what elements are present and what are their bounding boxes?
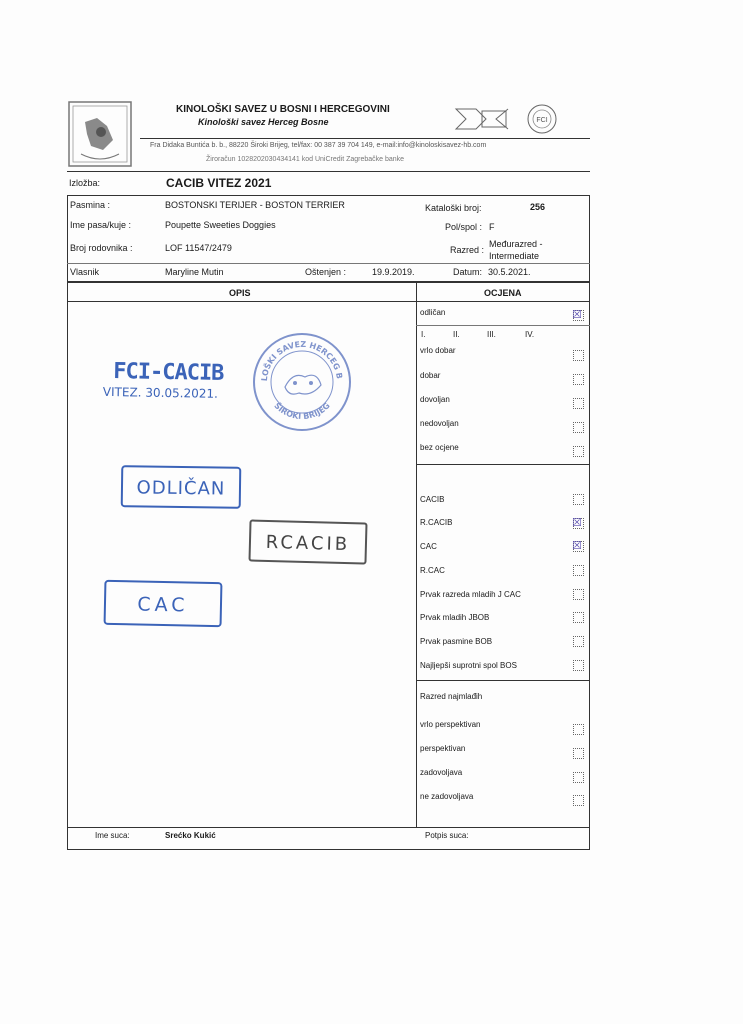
name-label: Ime pasa/kuje : bbox=[70, 220, 132, 230]
rcacib-stamp bbox=[248, 519, 367, 564]
place-3: III. bbox=[487, 330, 496, 339]
sex-value: F bbox=[489, 222, 495, 232]
bob-checkbox[interactable] bbox=[573, 636, 584, 647]
grade-dobar: dobar bbox=[420, 371, 441, 380]
fci-cacib-stamp-line1: FCI-CACIB bbox=[113, 359, 224, 386]
svg-text:FCI: FCI bbox=[536, 117, 548, 124]
place-2: II. bbox=[453, 330, 460, 339]
catalog-label: Kataloški broj: bbox=[425, 203, 482, 213]
owner-value: Maryline Mutin bbox=[165, 267, 224, 277]
bez-ocjene-checkbox[interactable] bbox=[573, 446, 584, 457]
vrlo-dobar-checkbox[interactable] bbox=[573, 350, 584, 361]
vrlo-perspektivan-checkbox[interactable] bbox=[573, 724, 584, 735]
address-line: Fra Didaka Buntića b. b., 88220 Široki Brijeg, tel/fax: 00 387 39 704 149, e-mail:info@kinoloskisavez-hb.com bbox=[150, 142, 487, 149]
places-rule bbox=[416, 325, 590, 326]
title-rcac: R.CAC bbox=[420, 566, 445, 575]
title-bob: Prvak pasmine BOB bbox=[420, 637, 493, 646]
owner-rule bbox=[67, 263, 590, 264]
title-cacib: CACIB bbox=[420, 495, 445, 504]
sex-label: Pol/spol : bbox=[445, 222, 483, 232]
owner-label: Vlasnik bbox=[70, 267, 100, 277]
section-header-rule bbox=[67, 301, 590, 302]
header-rule bbox=[140, 138, 590, 139]
perspektivan-checkbox[interactable] bbox=[573, 748, 584, 759]
dovoljan-checkbox[interactable] bbox=[573, 398, 584, 409]
judge-label: Ime suca: bbox=[95, 831, 130, 840]
catalog-value: 256 bbox=[530, 202, 546, 212]
youngest-vrlo-perspektivan: vrlo perspektivan bbox=[420, 720, 481, 729]
show-label: Izložba: bbox=[69, 178, 101, 188]
round-stamp-top-text: LOŠKI SAVEZ HERCEG B bbox=[259, 339, 344, 382]
ocjena-heading: OCJENA bbox=[484, 288, 522, 298]
born-label: Oštenjen : bbox=[305, 267, 347, 277]
nedovoljan-checkbox[interactable] bbox=[573, 422, 584, 433]
bos-checkbox[interactable] bbox=[573, 660, 584, 671]
title-cac: CAC bbox=[420, 542, 437, 551]
signature-label: Potpis suca: bbox=[425, 831, 469, 840]
youngest-header: Razred najmlađih bbox=[420, 692, 483, 701]
cac-stamp bbox=[104, 580, 223, 627]
fci-cacib-stamp bbox=[103, 359, 234, 411]
breed-label: Pasmina : bbox=[70, 200, 111, 210]
svg-text:ŠIROKI BRIJEG bbox=[272, 400, 331, 421]
odlican-stamp-text: ODLIČAN bbox=[136, 477, 226, 500]
place-1: I. bbox=[421, 330, 426, 339]
class-label: Razred : bbox=[450, 245, 485, 255]
footer-rule bbox=[67, 827, 590, 828]
org-subname: Kinološki savez Herceg Bosne bbox=[198, 117, 329, 127]
name-value: Poupette Sweeties Doggies bbox=[165, 220, 276, 230]
rcac-checkbox[interactable] bbox=[573, 565, 584, 576]
cac-check-mark: ☒ bbox=[572, 539, 582, 552]
judge-value: Srećko Kukić bbox=[165, 831, 216, 840]
place-4: IV. bbox=[525, 330, 535, 339]
pedigree-label: Broj rodovnika : bbox=[70, 243, 133, 253]
jcac-checkbox[interactable] bbox=[573, 589, 584, 600]
grade-odlican: odličan bbox=[420, 308, 446, 317]
class-value-2: Intermediate bbox=[489, 251, 540, 261]
youngest-perspektivan: perspektivan bbox=[420, 744, 466, 753]
youngest-zadovoljava: zadovoljava bbox=[420, 768, 463, 777]
title-jbob: Prvak mladih JBOB bbox=[420, 613, 490, 622]
round-club-stamp bbox=[251, 331, 353, 433]
youngest-ne-zadovoljava: ne zadovoljava bbox=[420, 792, 474, 801]
grade-vrlo-dobar: vrlo dobar bbox=[420, 346, 456, 355]
jbob-checkbox[interactable] bbox=[573, 612, 584, 623]
round-stamp-bottom-text: ŠIROKI BRIJEG bbox=[272, 401, 332, 422]
grade-bez-ocjene: bez ocjene bbox=[420, 443, 459, 452]
dobar-checkbox[interactable] bbox=[573, 374, 584, 385]
title-rcacib: R.CACIB bbox=[420, 518, 453, 527]
zadovoljava-checkbox[interactable] bbox=[573, 772, 584, 783]
opis-heading: OPIS bbox=[229, 288, 251, 298]
odlican-check-mark: ☒ bbox=[572, 308, 582, 321]
column-divider bbox=[416, 282, 417, 827]
grade-dovoljan: dovoljan bbox=[420, 395, 450, 404]
org-name: KINOLOŠKI SAVEZ U BOSNI I HERCEGOVINI bbox=[176, 104, 390, 115]
cacib-checkbox[interactable] bbox=[573, 494, 584, 505]
svg-text:KINOLOŠKI SAVEZ HERCEG BOSNE bbox=[251, 331, 344, 381]
odlican-stamp bbox=[121, 465, 242, 509]
date-label: Datum: bbox=[453, 267, 483, 277]
cac-stamp-text: CAC bbox=[137, 593, 189, 617]
class-value-1: Međurazred - bbox=[489, 239, 543, 249]
date-value: 30.5.2021. bbox=[488, 267, 531, 277]
form-top-rule bbox=[67, 171, 590, 172]
title-bos: Najljepši suprotni spol BOS bbox=[420, 661, 517, 670]
title-jcac: Prvak razreda mladih J CAC bbox=[420, 590, 521, 599]
titles-end-rule bbox=[416, 680, 590, 681]
fci-cacib-stamp-line2: VITEZ. 30.05.2021. bbox=[102, 384, 219, 401]
pedigree-value: LOF 11547/2479 bbox=[165, 243, 232, 253]
header-badges bbox=[452, 101, 560, 137]
ne-zadovoljava-checkbox[interactable] bbox=[573, 795, 584, 806]
org-logo bbox=[67, 100, 133, 168]
rcacib-check-mark: ☒ bbox=[572, 516, 582, 529]
grade-nedovoljan: nedovoljan bbox=[420, 419, 459, 428]
show-value: CACIB VITEZ 2021 bbox=[166, 176, 272, 190]
bank-line: Žiroračun 1028202030434141 kod UniCredit Zagrebačke banke bbox=[206, 156, 405, 163]
rcacib-stamp-text: RCACIB bbox=[265, 531, 351, 556]
breed-value: BOSTONSKI TERIJER - BOSTON TERRIER bbox=[165, 200, 345, 210]
born-value: 19.9.2019. bbox=[372, 267, 415, 277]
grades-end-rule bbox=[416, 464, 590, 465]
